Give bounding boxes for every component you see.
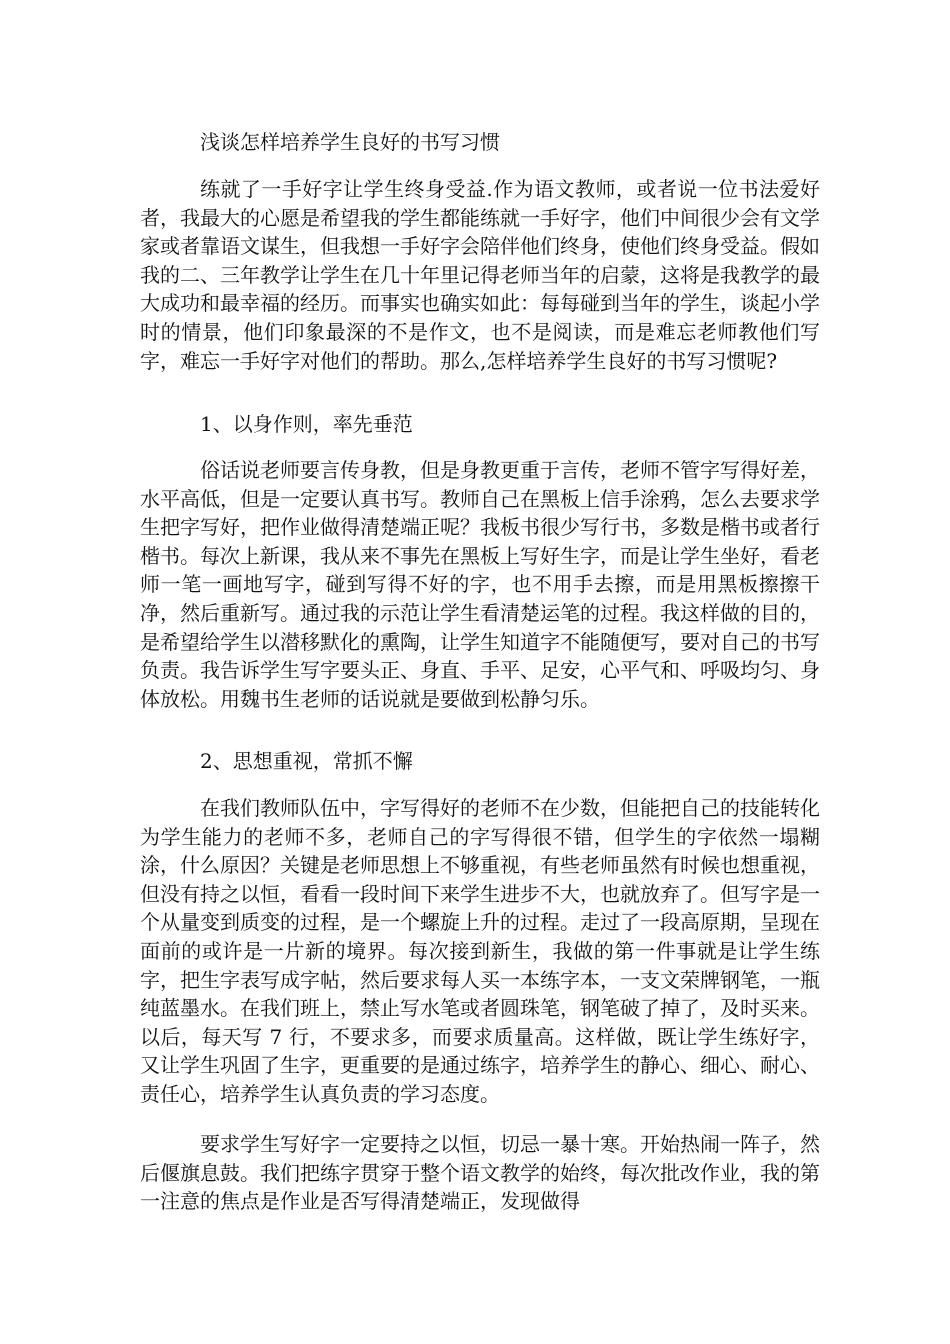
paragraph-section-2-continued: 要求学生写好字一定要持之以恒，切忌一暴十寒。开始热闹一阵子，然后偃旗息鼓。我们把练字贯穿于整个语文教学的始终，每次批改作业，我的第一注意的焦点是作业是否写得清楚端正，发现做得 [140,1132,820,1214]
section-heading-2: 2、思想重视，常抓不懈 [200,749,413,773]
paragraph-intro: 练就了一手好字让学生终身受益.作为语文教师，或者说一位书法爱好者，我最大的心愿是希望我的学生都能练就一手好字，他们中间很少会有文学家或者靠语文谋生，但我想一手好字会陪伴他们终身，使他们终身受益。假如我的二、三年教学让学生在几十年里记得老师当年的启蒙，这将是我教学的最大成功和最幸福的经历。而事实也确实如此：每每碰到当年的学生，谈起小学时的情景，他们印象最深的不是作文，也不是阅读，而是难忘老师教他们写字，难忘一手好字对他们的帮助。那么,怎样培养学生良好的书写习惯呢? [140,177,820,373]
paragraph-section-1: 俗话说老师要言传身教，但是身教更重于言传，老师不管字写得好差，水平高低，但是一定要认真书写。教师自己在黑板上信手涂鸦，怎么去要求学生把字写好，把作业做得清楚端正呢？我板书很少写行书，多数是楷书或者行楷书。每次上新课，我从来不事先在黑板上写好生字，而是让学生坐好，看老师一笔一画地写字，碰到写得不好的字，也不用手去擦，而是用黑板擦擦干净，然后重新写。通过我的示范让学生看清楚运笔的过程。我这样做的目的，是希望给学生以潜移默化的熏陶，让学生知道字不能随便写，要对自己的书写负责。我告诉学生写字要头正、身直、手平、足安，心平气和、呼吸均匀、身体放松。用魏书生老师的话说就是要做到松静匀乐。 [140,458,820,711]
document-title: 浅谈怎样培养学生良好的书写习惯 [200,130,500,154]
section-heading-1: 1、以身作则，率先垂范 [200,412,413,436]
paragraph-section-2: 在我们教师队伍中，字写得好的老师不在少数，但能把自己的技能转化为学生能力的老师不多，老师自己的字写得很不错，但学生的字依然一塌糊涂，什么原因？关键是老师思想上不够重视，有些老师虽然有时候也想重视，但没有持之以恒，看看一段时间下来学生进步不大，也就放弃了。但写字是一个从量变到质变的过程，是一个螺旋上升的过程。走过了一段高原期，呈现在面前的或许是一片新的境界。每次接到新生，我做的第一件事就是让学生练字，把生字表写成字帖，然后要求每人买一本练字本，一支文荣牌钢笔，一瓶纯蓝墨水。在我们班上，禁止写水笔或者圆珠笔，钢笔破了掉了，及时买来。以后，每天写 7 行，不要求多，而要求质量高。这样做，既让学生练好字，又让学生巩固了生字，更重要的是通过练字，培养学生的静心、细心、耐心、责任心，培养学生认真负责的学习态度。 [140,796,820,1106]
